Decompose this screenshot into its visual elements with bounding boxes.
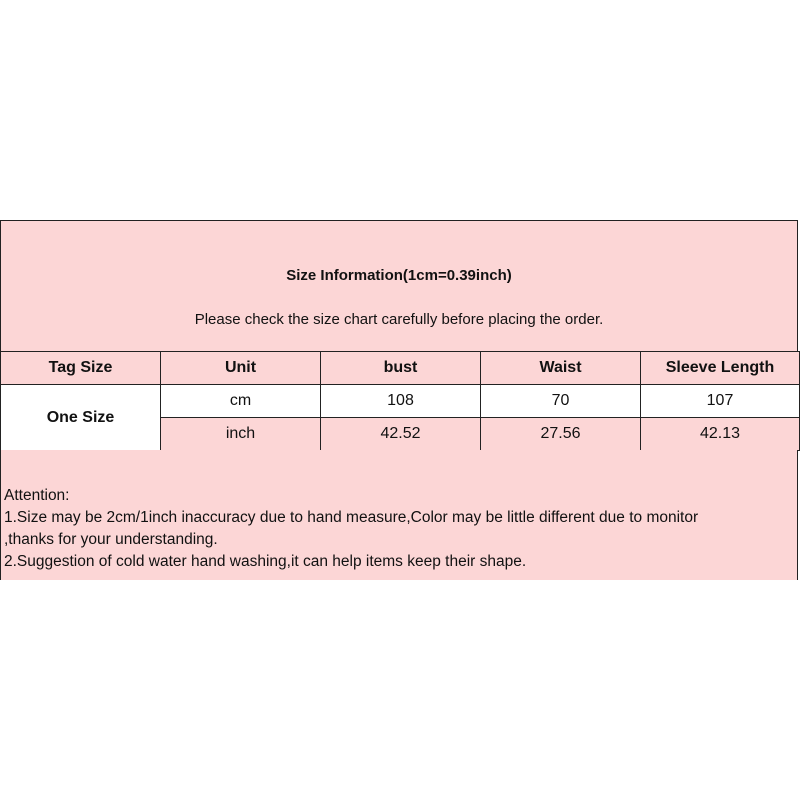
column-header-unit: Unit [161,352,321,385]
table-header-row [1,352,800,385]
header-band [1,221,797,352]
column-header-bust: bust [321,352,481,385]
attention-heading: Attention: [4,487,70,504]
size-table [0,351,800,451]
waist-cell: 27.56 [481,418,641,451]
chart-title: Size Information(1cm=0.39inch) [286,267,512,284]
sleeve-length-cell: 42.13 [641,418,800,451]
unit-cell: inch [161,418,321,451]
attention-note-1-continued: ,thanks for your understanding. [4,531,218,548]
attention-note-1: 1.Size may be 2cm/1inch inaccuracy due to hand measure,Color may be little different due to monitor [4,509,699,526]
size-chart [0,220,798,580]
attention-section [1,450,797,580]
attention-note-2: 2.Suggestion of cold water hand washing,it can help items keep their shape. [4,553,527,570]
chart-subtitle: Please check the size chart carefully before placing the order. [194,311,604,328]
column-header-sleeve-length: Sleeve Length [641,352,800,385]
column-header-waist: Waist [481,352,641,385]
unit-cell: cm [161,385,321,418]
column-header-tag-size: Tag Size [1,352,161,385]
bust-cell: 108 [321,385,481,418]
table-row [1,385,800,418]
sleeve-length-cell: 107 [641,385,800,418]
waist-cell: 70 [481,385,641,418]
tag-size-cell: One Size [1,385,161,451]
bust-cell: 42.52 [321,418,481,451]
